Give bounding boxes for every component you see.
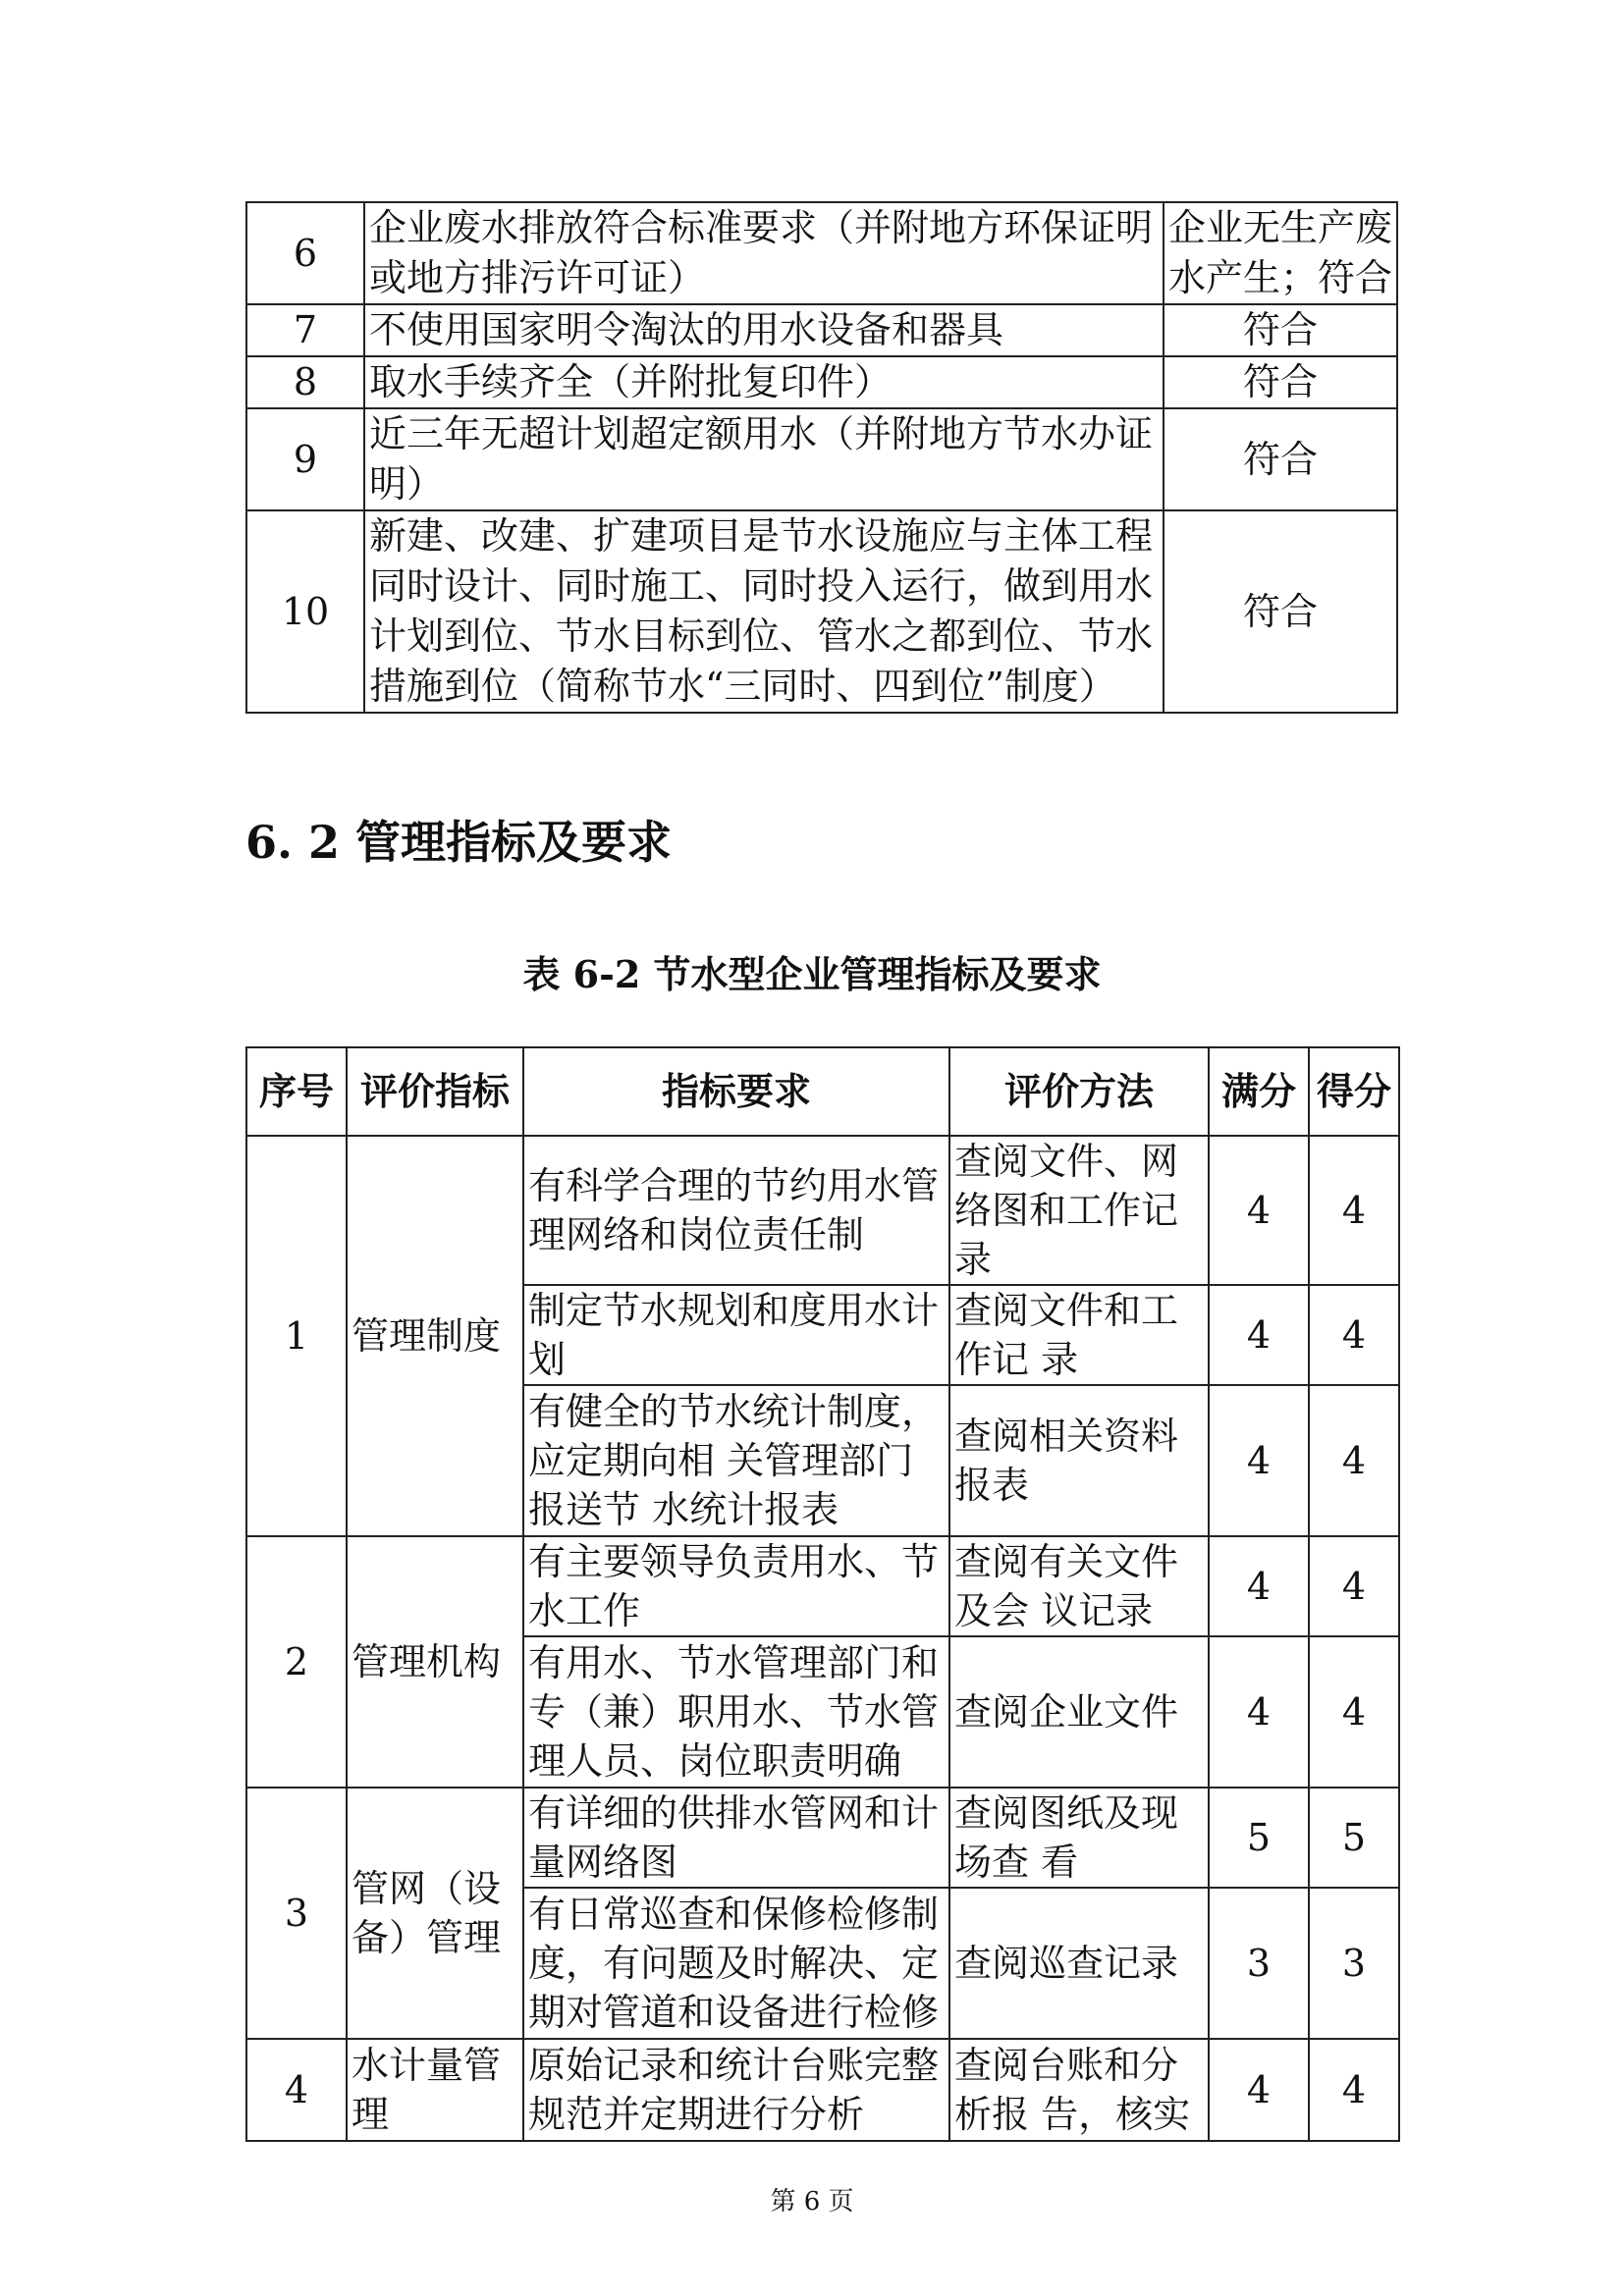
requirement-cell: 制定节水规划和度用水计划 xyxy=(523,1285,949,1385)
requirement-cell: 近三年无超计划超定额用水（并附地方节水办证明） xyxy=(364,408,1164,510)
result-cell: 企业无生产废水产生；符合 xyxy=(1164,202,1397,304)
group-number: 1 xyxy=(246,1136,347,1536)
table-row xyxy=(246,356,1397,408)
row-number: 9 xyxy=(246,408,364,510)
table-row xyxy=(246,202,1397,304)
compliance-table xyxy=(245,201,1398,714)
score-cell: 4 xyxy=(1309,2039,1399,2141)
requirement-cell: 有主要领导负责用水、节水工作 xyxy=(523,1536,949,1636)
full-score-cell: 4 xyxy=(1209,1136,1309,1285)
score-cell: 4 xyxy=(1309,1285,1399,1385)
full-score-cell: 4 xyxy=(1209,1285,1309,1385)
table-row xyxy=(246,1788,1399,1888)
method-cell: 查阅企业文件 xyxy=(949,1636,1209,1788)
page-number: 第 6 页 xyxy=(770,2187,854,2216)
method-cell: 查阅巡查记录 xyxy=(949,1888,1209,2039)
method-cell: 查阅台账和分析报 告，核实 xyxy=(949,2039,1209,2141)
requirement-cell: 取水手续齐全（并附批复印件） xyxy=(364,356,1164,408)
requirement-cell: 原始记录和统计台账完整规范并定期进行分析 xyxy=(523,2039,949,2141)
table-row xyxy=(246,1536,1399,1636)
table-row xyxy=(246,510,1397,713)
score-cell: 4 xyxy=(1309,1636,1399,1788)
header-requirement: 指标要求 xyxy=(523,1047,949,1136)
row-number: 8 xyxy=(246,356,364,408)
indicator-cell: 管网（设备）管理 xyxy=(347,1788,523,2039)
method-cell: 查阅相关资料报表 xyxy=(949,1385,1209,1536)
score-cell: 3 xyxy=(1309,1888,1399,2039)
table-row xyxy=(246,2039,1399,2141)
indicator-cell: 管理机构 xyxy=(347,1536,523,1788)
full-score-cell: 3 xyxy=(1209,1888,1309,2039)
requirement-cell: 不使用国家明令淘汰的用水设备和器具 xyxy=(364,304,1164,356)
section-heading: 6. 2 管理指标及要求 xyxy=(245,816,673,869)
score-cell: 4 xyxy=(1309,1536,1399,1636)
header-method: 评价方法 xyxy=(949,1047,1209,1136)
score-cell: 5 xyxy=(1309,1788,1399,1888)
header-score: 得分 xyxy=(1309,1047,1399,1136)
table-header-row xyxy=(246,1047,1399,1136)
header-full-score: 满分 xyxy=(1209,1047,1309,1136)
result-cell: 符合 xyxy=(1164,408,1397,510)
requirement-cell: 企业废水排放符合标准要求（并附地方环保证明或地方排污许可证） xyxy=(364,202,1164,304)
indicator-cell: 管理制度 xyxy=(347,1136,523,1536)
requirement-cell: 新建、改建、扩建项目是节水设施应与主体工程同时设计、同时施工、同时投入运行，做到用水计划到位、节水目标到位、管水之都到位、节水措施到位（简称节水“三同时、四到位”制度） xyxy=(364,510,1164,713)
result-cell: 符合 xyxy=(1164,356,1397,408)
row-number: 6 xyxy=(246,202,364,304)
score-cell: 4 xyxy=(1309,1385,1399,1536)
score-cell: 4 xyxy=(1309,1136,1399,1285)
table-row xyxy=(246,1136,1399,1285)
full-score-cell: 5 xyxy=(1209,1788,1309,1888)
management-indicators-table xyxy=(245,1046,1400,2142)
group-number: 2 xyxy=(246,1536,347,1788)
result-cell: 符合 xyxy=(1164,304,1397,356)
table-title: 表 6-2 节水型企业管理指标及要求 xyxy=(522,952,1102,996)
full-score-cell: 4 xyxy=(1209,1385,1309,1536)
row-number: 7 xyxy=(246,304,364,356)
requirement-cell: 有健全的节水统计制度，应定期向相 关管理部门报送节 水统计报表 xyxy=(523,1385,949,1536)
method-cell: 查阅有关文件及会 议记录 xyxy=(949,1536,1209,1636)
requirement-cell: 有详细的供排水管网和计量网络图 xyxy=(523,1788,949,1888)
row-number: 10 xyxy=(246,510,364,713)
group-number: 4 xyxy=(246,2039,347,2141)
table-row xyxy=(246,408,1397,510)
full-score-cell: 4 xyxy=(1209,2039,1309,2141)
requirement-cell: 有科学合理的节约用水管理网络和岗位责任制 xyxy=(523,1136,949,1285)
method-cell: 查阅文件、网络图和工作记录 xyxy=(949,1136,1209,1285)
result-cell: 符合 xyxy=(1164,510,1397,713)
requirement-cell: 有用水、节水管理部门和专（兼）职用水、节水管理人员、岗位职责明确 xyxy=(523,1636,949,1788)
header-indicator: 评价指标 xyxy=(347,1047,523,1136)
table-row xyxy=(246,304,1397,356)
method-cell: 查阅图纸及现场查 看 xyxy=(949,1788,1209,1888)
header-no: 序号 xyxy=(246,1047,347,1136)
requirement-cell: 有日常巡查和保修检修制度，有问题及时解决、定期对管道和设备进行检修 xyxy=(523,1888,949,2039)
indicator-cell: 水计量管理 xyxy=(347,2039,523,2141)
full-score-cell: 4 xyxy=(1209,1636,1309,1788)
group-number: 3 xyxy=(246,1788,347,2039)
method-cell: 查阅文件和工作记 录 xyxy=(949,1285,1209,1385)
full-score-cell: 4 xyxy=(1209,1536,1309,1636)
